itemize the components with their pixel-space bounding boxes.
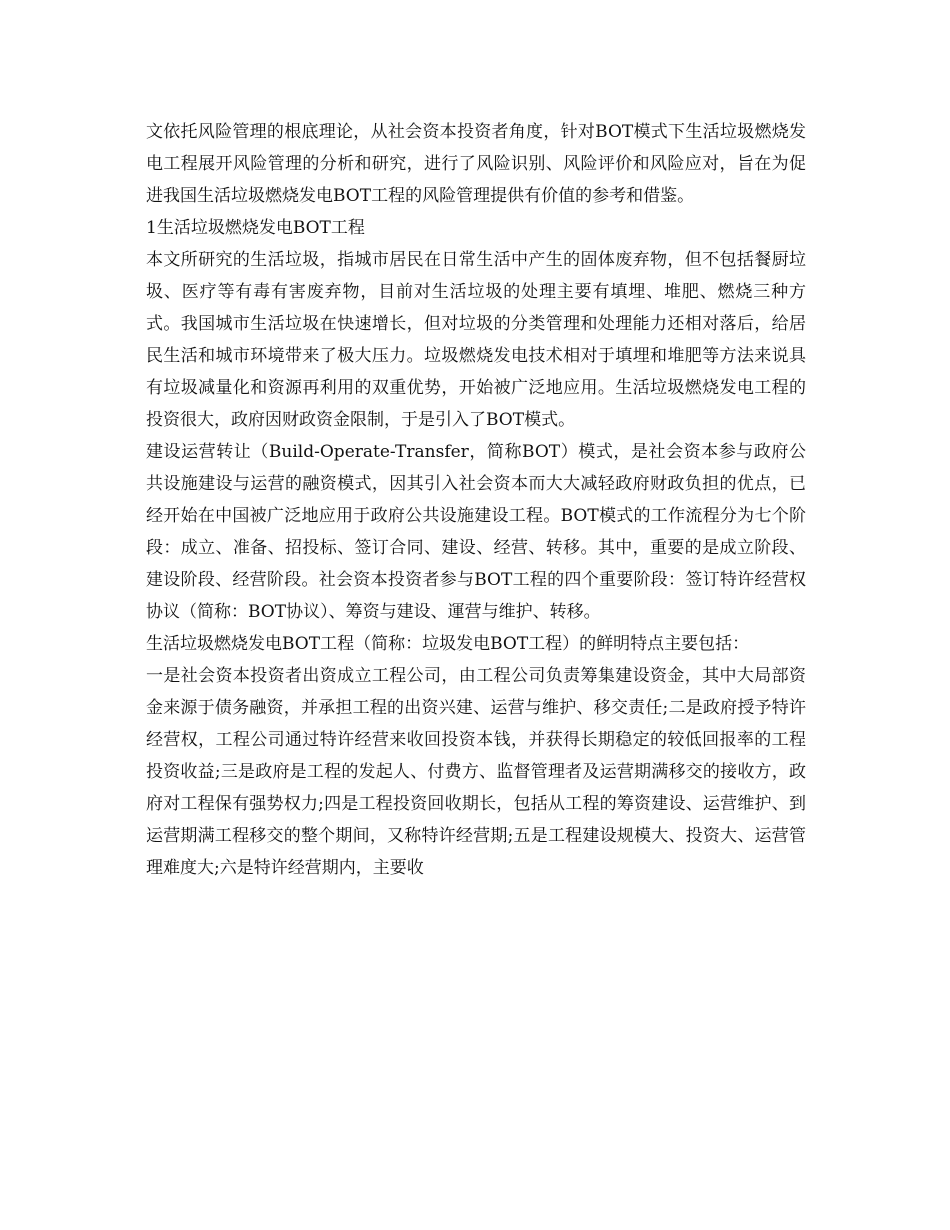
section-heading: 1生活垃圾燃烧发电BOT工程 <box>146 218 365 238</box>
paragraph-bot-mode: 建设运营转让（Build-Operate-Transfer，简称BOT）模式，是社会资本参与政府公共设施建设与运营的融资模式，因其引入社会资本而大大减轻政府财政负担的优点，已经开始在中国被广泛地应用于政府公共设施建设工程。BOT模式的工作流程分为七个阶段：成立、准备、招投标、签订合同、建设、经营、转移。其中，重要的是成立阶段、建设阶段、经营阶段。社会资本投资者参与BOT工程的四个重要阶段：签订特许经营权协议（简称：BOT协议）、筹资与建设、運营与维护、转移。 <box>146 442 806 622</box>
paragraph-features-intro: 生活垃圾燃烧发电BOT工程（简称：垃圾发电BOT工程）的鲜明特点主要包括： <box>146 634 750 654</box>
paragraph-definition: 本文所研究的生活垃圾，指城市居民在日常生活中产生的固体废弃物，但不包括餐厨垃圾、医疗等有毒有害废弃物，目前对生活垃圾的处理主要有填埋、堆肥、燃烧三种方式。我国城市生活垃圾在快速增长，但对垃圾的分类管理和处理能力还相对落后，给居民生活和城市环境带来了极大压力。垃圾燃烧发电技术相对于填埋和堆肥等方法来说具有垃圾减量化和资源再利用的双重优势，开始被广泛地应用。生活垃圾燃烧发电工程的投资很大，政府因财政资金限制，于是引入了BOT模式。 <box>146 250 806 430</box>
paragraph-intro: 文依托风险管理的根底理论，从社会资本投资者角度，针对BOT模式下生活垃圾燃烧发电工程展开风险管理的分析和研究，进行了风险识别、风险评价和风险应对，旨在为促进我国生活垃圾燃烧发电BOT工程的风险管理提供有价值的参考和借鉴。 <box>146 122 806 206</box>
document-body <box>146 116 806 884</box>
paragraph-features-list: 一是社会资本投资者出资成立工程公司，由工程公司负责筹集建设资金，其中大局部资金来源于债务融资，并承担工程的出资兴建、运营与维护、移交责任;二是政府授予特许经营权，工程公司通过特许经营来收回投资本钱，并获得长期稳定的较低回报率的工程投资收益;三是政府是工程的发起人、付费方、监督管理者及运营期满移交的接收方，政府对工程保有强势权力;四是工程投资回收期长，包括从工程的筹资建设、运营维护、到运营期满工程移交的整个期间，又称特许经营期;五是工程建设规模大、投资大、运营管理难度大;六是特许经营期内，主要收 <box>146 666 806 878</box>
